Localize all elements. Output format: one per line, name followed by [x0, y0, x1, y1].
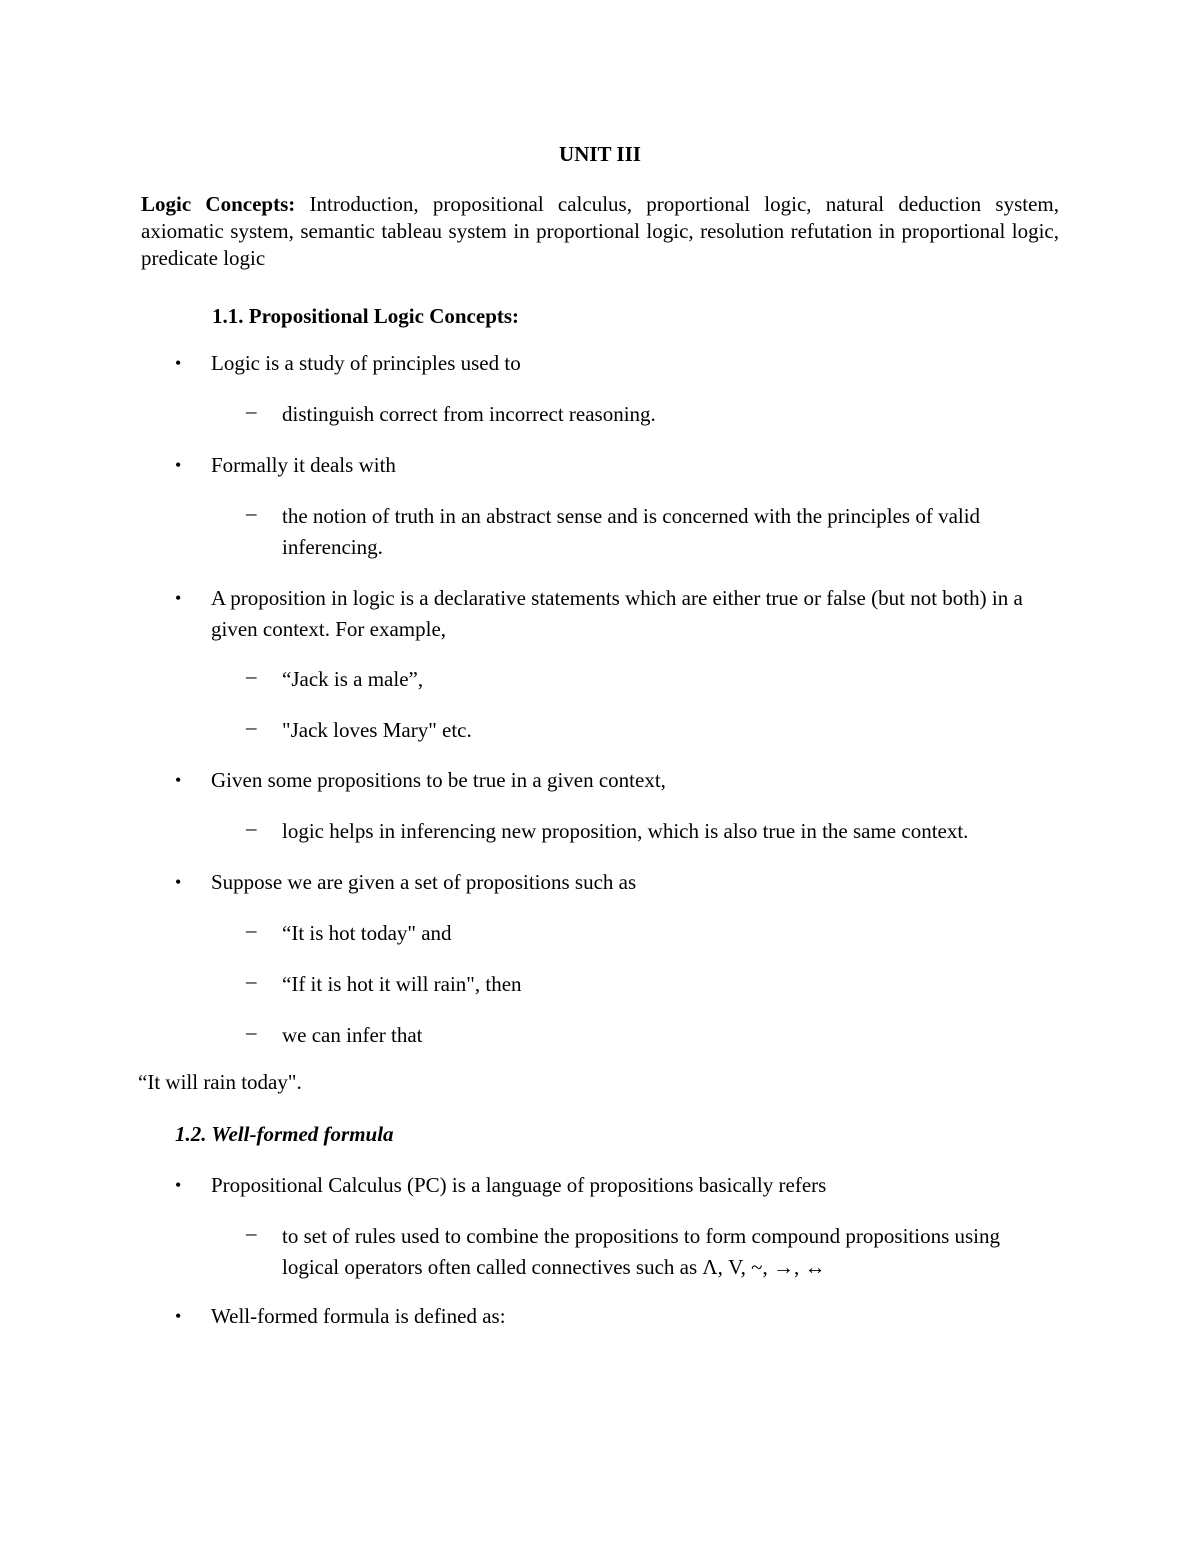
bullet-item: Propositional Calculus (PC) is a language of propositions basically refers [211, 1173, 827, 1197]
sub-item: the notion of truth in an abstract sense and is concerned with the principles of valid inferencing. [282, 504, 981, 559]
bullet-item: Well-formed formula is defined as: [211, 1304, 506, 1328]
unit-title: UNIT III [559, 142, 641, 166]
bullet-item: Suppose we are given a set of propositions such as [211, 870, 637, 894]
sub-item: we can infer that [282, 1023, 423, 1047]
sub-item: to set of rules used to combine the propositions to form compound propositions using logical operators often called connectives such as Λ, V, ~, →, ↔ [282, 1224, 1001, 1279]
sub-item: distinguish correct from incorrect reasoning. [282, 402, 656, 426]
dash-icon: – [246, 715, 257, 739]
conclusion-text: “It will rain today". [138, 1070, 302, 1094]
dash-icon: – [246, 969, 257, 993]
dash-icon: – [246, 399, 257, 423]
section-heading-1-1: 1.1. Propositional Logic Concepts: [212, 304, 520, 328]
intro-text: Introduction, propositional calculus, proportional logic, natural deduction system, axiomatic system, semantic tableau system in proportional logic, resolution refutation in proportional logic, predicate logic [141, 192, 1059, 270]
bullet-icon: • [175, 1306, 182, 1326]
intro-paragraph [141, 191, 1059, 272]
sub-item: “If it is hot it will rain", then [282, 972, 522, 996]
dash-icon: – [246, 1221, 257, 1245]
section-heading-1-2: 1.2. Well-formed formula [175, 1122, 394, 1146]
bullet-icon: • [175, 455, 182, 475]
dash-icon: – [246, 501, 257, 525]
sub-item: "Jack loves Mary" etc. [282, 718, 472, 742]
bullet-icon: • [175, 770, 182, 790]
bullet-item: Logic is a study of principles used to [211, 351, 521, 375]
dash-icon: – [246, 816, 257, 840]
bullet-icon: • [175, 353, 182, 373]
bullet-item: Given some propositions to be true in a given context, [211, 768, 666, 792]
sub-item: “It is hot today" and [282, 921, 452, 945]
sub-item: “Jack is a male”, [282, 667, 424, 691]
dash-icon: – [246, 1020, 257, 1044]
bullet-item: Formally it deals with [211, 453, 396, 477]
bullet-icon: • [175, 872, 182, 892]
sub-item: logic helps in inferencing new proposition, which is also true in the same context. [282, 819, 969, 843]
bullet-icon: • [175, 1175, 182, 1195]
bullet-icon: • [175, 588, 182, 608]
dash-icon: – [246, 664, 257, 688]
bullet-item: A proposition in logic is a declarative statements which are either true or false (but not both) in a given context. For example, [211, 586, 1023, 641]
intro-label: Logic Concepts: [141, 192, 296, 216]
dash-icon: – [246, 918, 257, 942]
